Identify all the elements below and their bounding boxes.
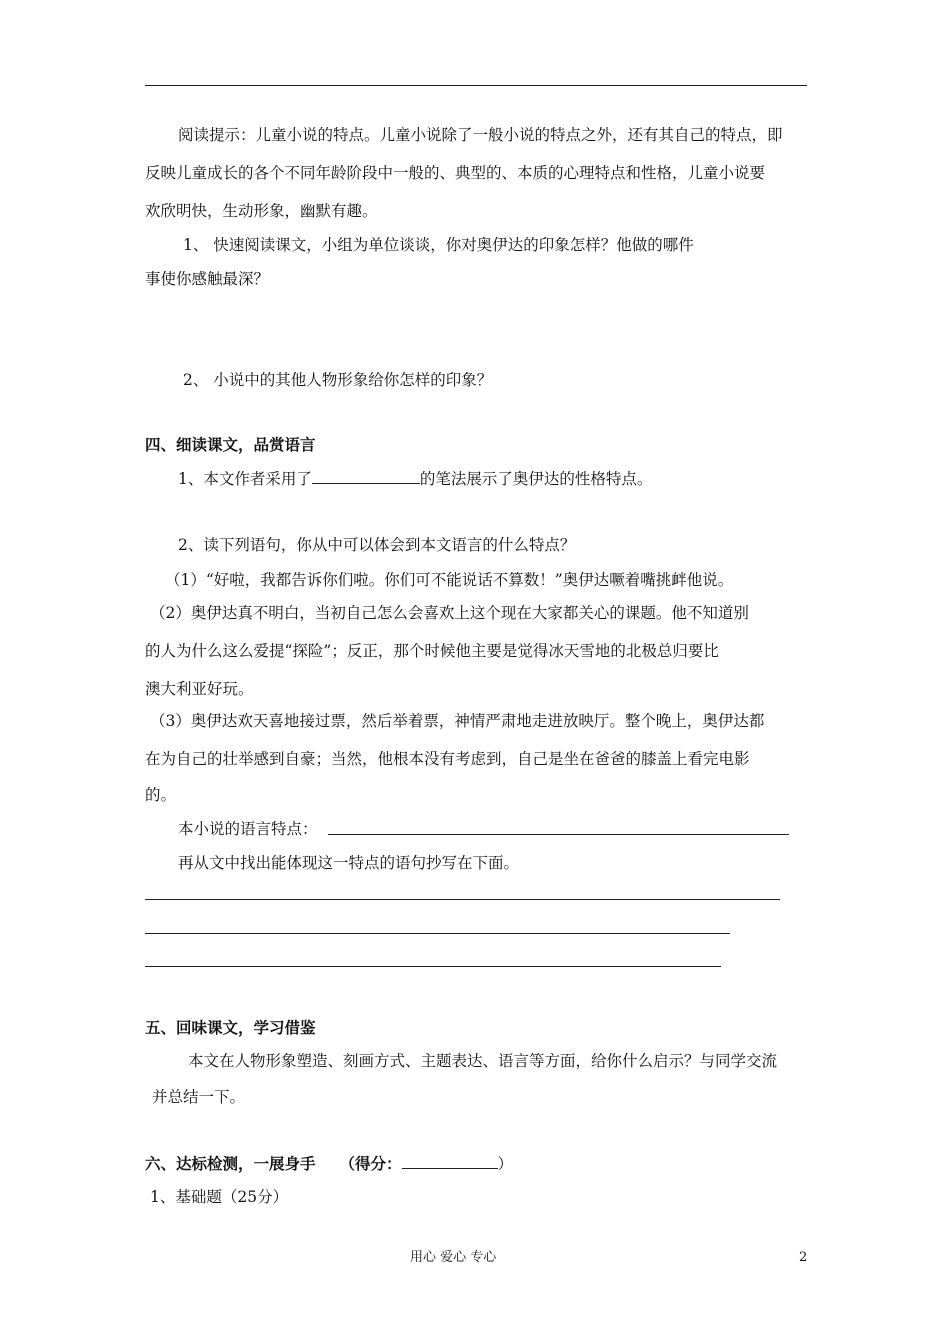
- sentence-2-line-2: 的人为什么这么爱提“探险”；反正，那个时候他主要是觉得冰天雪地的北极总归要比: [145, 642, 719, 660]
- sentence-3-line-1: （3）奥伊达欢天喜地接过票，然后举着票，神情严肃地走进放映厅。整个晚上，奥伊达都: [150, 712, 765, 730]
- item-1-suffix: 的笔法展示了奥伊达的性格特点。: [419, 470, 653, 488]
- section-4-item-2: 2、读下列语句，你从中可以体会到本文语言的什么特点？: [178, 536, 576, 554]
- header-rule: [145, 85, 807, 86]
- question-1-line-2: 事使你感触最深？: [145, 270, 270, 288]
- section-4-heading: 四、细读课文，品赏语言: [145, 435, 316, 454]
- sentence-2-line-3: 澳大利亚好玩。: [145, 680, 254, 698]
- sentence-1: （1）“好啦，我都告诉你们啦。你们可不能说话不算数！”奥伊达噘着嘴挑衅他说。: [165, 571, 734, 589]
- question-1-line-1: 1、 快速阅读课文，小组为单位谈谈，你对奥伊达的印象怎样？他做的哪件: [183, 236, 694, 254]
- sentence-2-line-1: （2）奥伊达真不明白，当初自己怎么会喜欢上这个现在大家都关心的课题。他不知道别: [150, 604, 749, 622]
- item-1-prefix: 1、本文作者采用了: [178, 470, 312, 488]
- section-6-item-1: 1、基础题（25分）: [150, 1188, 289, 1206]
- section-6-heading-line: [145, 1153, 513, 1175]
- page-number: 2: [799, 1250, 808, 1265]
- language-feature-label: 本小说的语言特点：: [178, 820, 318, 838]
- score-blank[interactable]: [402, 1153, 498, 1169]
- answer-line-1[interactable]: [145, 899, 780, 900]
- copy-instruction: 再从文中找出能体现这一特点的语句抄写在下面。: [178, 854, 520, 872]
- section-5-line-1: 本文在人物形象塑造、刻画方式、主题表达、语言等方面，给你什么启示？与同学交流: [188, 1052, 778, 1070]
- footer-motto: 用心 爱心 专心: [410, 1250, 497, 1265]
- score-close: ）: [497, 1155, 514, 1173]
- reading-tip-line-2: 反映儿童成长的各个不同年龄阶段中一般的、典型的、本质的心理特点和性格，儿童小说要: [145, 164, 766, 182]
- fill-in-blank[interactable]: [312, 468, 420, 484]
- reading-tip-line-3: 欢欣明快，生动形象，幽默有趣。: [145, 202, 378, 220]
- section-5-line-2: 并总结一下。: [152, 1088, 246, 1106]
- sentence-3-line-2: 在为自己的壮举感到自豪；当然，他根本没有考虑到，自己是坐在爸爸的膝盖上看完电影: [145, 750, 750, 768]
- section-4-item-1: [178, 468, 652, 490]
- reading-tip-line-1: 阅读提示：儿童小说的特点。儿童小说除了一般小说的特点之外，还有其自己的特点，即: [178, 126, 783, 144]
- question-2: 2、 小说中的其他人物形象给你怎样的印象？: [183, 371, 493, 389]
- section-6-heading: 六、达标检测，一展身手: [145, 1154, 316, 1173]
- answer-line-2[interactable]: [145, 933, 730, 934]
- score-label: （得分：: [339, 1154, 402, 1173]
- language-feature-answer-line[interactable]: [328, 834, 789, 835]
- answer-line-3[interactable]: [145, 966, 721, 967]
- section-5-heading: 五、回味课文，学习借鉴: [145, 1018, 316, 1037]
- sentence-3-line-3: 的。: [145, 786, 177, 804]
